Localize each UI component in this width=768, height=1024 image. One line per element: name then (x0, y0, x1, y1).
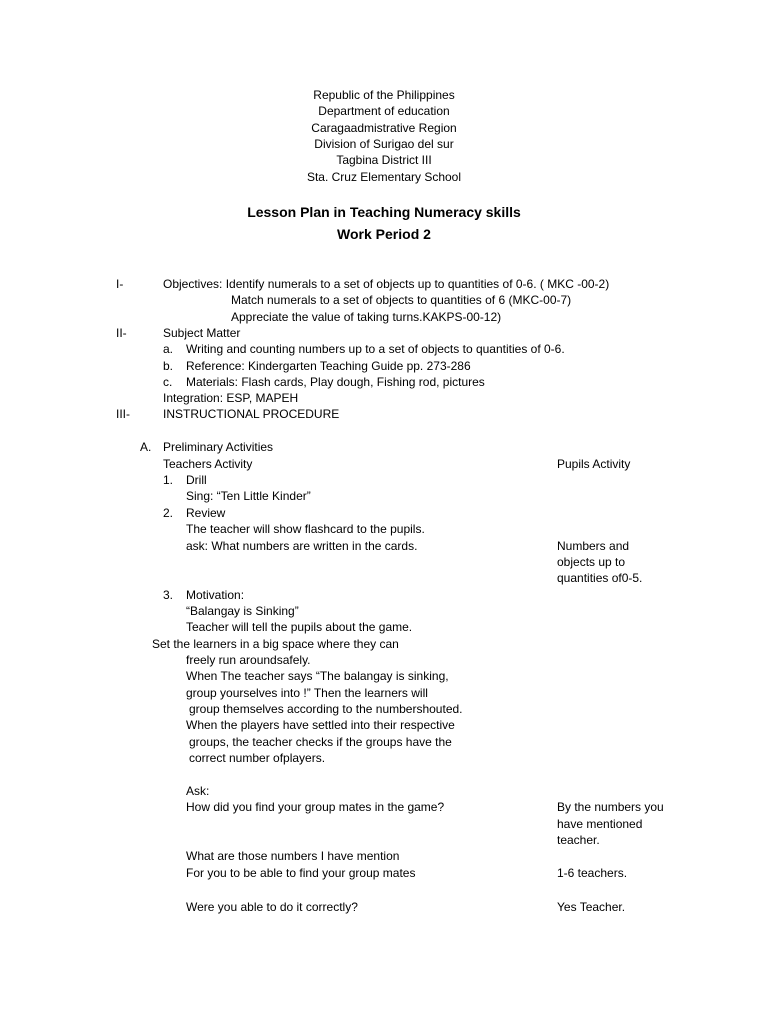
answer-1-line-3: teacher. (557, 833, 600, 847)
motivation-set-line-2: freely run aroundsafely. (186, 653, 311, 667)
review-pupil-response-line-1: Numbers and (557, 539, 630, 553)
motivation-heading: Motivation: (186, 588, 245, 602)
section-numeral-procedure: III- (116, 407, 130, 421)
header-line-republic: Republic of the Philippines (313, 88, 455, 102)
pupils-activity-column-header: Pupils Activity (557, 457, 631, 471)
objectives-line-2: Match numerals to a set of objects to quantities of 6 (MKC-00-7) (231, 293, 572, 307)
list-marker-b: b. (163, 359, 174, 373)
document-subtitle: Work Period 2 (337, 226, 431, 242)
integration-line: Integration: ESP, MAPEH (163, 391, 299, 405)
section-numeral-subject-matter: II- (116, 326, 127, 340)
objectives-line-1: Objectives: Identify numerals to a set of objects up to quantities of 0-6. ( MKC -00-2) (163, 277, 610, 291)
subject-matter-item-c: Materials: Flash cards, Play dough, Fishing rod, pictures (186, 375, 485, 389)
answer-4: Yes Teacher. (557, 900, 626, 914)
list-marker-a: a. (163, 342, 174, 356)
header-line-region: Caragaadmistrative Region (311, 121, 457, 135)
answer-1-line-1: By the numbers you (557, 800, 664, 814)
section-numeral-objectives: I- (116, 277, 124, 291)
procedure-heading: INSTRUCTIONAL PROCEDURE (163, 407, 340, 421)
list-marker-A: A. (140, 440, 152, 454)
motivation-when-line-2: group yourselves into !” Then the learners will (186, 686, 428, 700)
review-line-2: ask: What numbers are written in the cards. (186, 539, 418, 553)
motivation-players-line-3: correct number ofplayers. (189, 751, 326, 765)
review-line-1: The teacher will show flashcard to the pupils. (186, 522, 425, 536)
question-1: How did you find your group mates in the game? (186, 800, 445, 814)
drill-sing-line: Sing: “Ten Little Kinder” (186, 489, 311, 503)
subject-matter-item-a: Writing and counting numbers up to a set of objects to quantities of 0-6. (186, 342, 565, 356)
answer-1-line-2: have mentioned (557, 817, 643, 831)
motivation-when-line-3: group themselves according to the numbershouted. (189, 702, 463, 716)
subject-matter-item-b: Reference: Kindergarten Teaching Guide pp. 273-286 (186, 359, 471, 373)
question-2: What are those numbers I have mention (186, 849, 400, 863)
list-marker-1: 1. (163, 473, 174, 487)
question-4: Were you able to do it correctly? (186, 900, 358, 914)
question-3: For you to be able to find your group mates (186, 866, 416, 880)
drill-heading: Drill (186, 473, 207, 487)
subject-matter-heading: Subject Matter (163, 326, 241, 340)
motivation-players-line-1: When the players have settled into their respective (186, 718, 455, 732)
list-marker-c: c. (163, 375, 173, 389)
preliminary-activities-heading: Preliminary Activities (163, 440, 274, 454)
header-line-school: Sta. Cruz Elementary School (306, 170, 462, 184)
list-marker-2: 2. (163, 506, 174, 520)
document-title: Lesson Plan in Teaching Numeracy skills (247, 204, 521, 220)
review-heading: Review (186, 506, 226, 520)
review-pupil-response-line-3: quantities of0-5. (557, 571, 643, 585)
motivation-tell-line: Teacher will tell the pupils about the game. (186, 620, 413, 634)
ask-label: Ask: (186, 784, 210, 798)
motivation-when-line-1: When The teacher says “The balangay is sinking, (186, 669, 449, 683)
answer-3: 1-6 teachers. (557, 866, 628, 880)
motivation-game-name: “Balangay is Sinking” (186, 604, 299, 618)
list-marker-3: 3. (163, 588, 174, 602)
teachers-activity-column-header: Teachers Activity (163, 457, 253, 471)
motivation-players-line-2: groups, the teacher checks if the groups have the (189, 735, 452, 749)
objectives-line-3: Appreciate the value of taking turns.KAKPS-00-12) (231, 310, 502, 324)
review-pupil-response-line-2: objects up to (557, 555, 626, 569)
header-line-district: Tagbina District III (336, 153, 432, 167)
motivation-set-line-1: Set the learners in a big space where they can (152, 637, 399, 651)
header-line-department: Department of education (318, 104, 450, 118)
header-line-division: Division of Surigao del sur (314, 137, 454, 151)
